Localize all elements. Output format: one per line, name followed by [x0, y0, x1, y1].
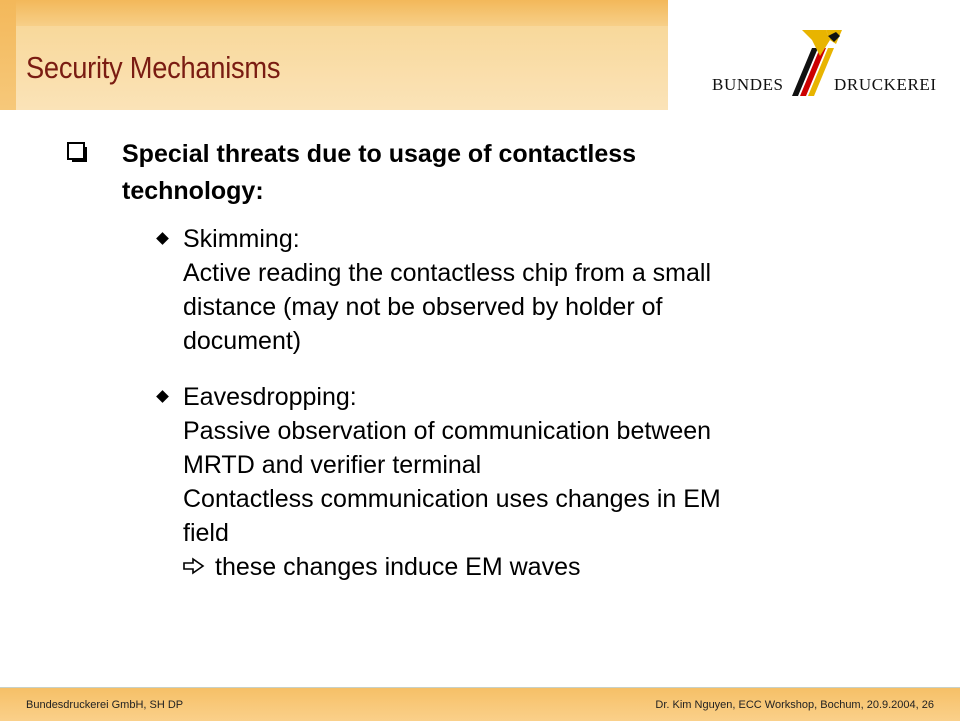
footer-band	[0, 687, 960, 721]
diamond-bullet-icon	[156, 232, 169, 245]
list-item-line: MRTD and verifier terminal	[183, 451, 482, 479]
list-item-line: Active reading the contactless chip from a small	[183, 259, 712, 287]
hollow-right-arrow-icon	[183, 557, 205, 575]
page-title: Security Mechanisms	[26, 50, 281, 85]
list-item-line: field	[183, 519, 229, 547]
list-item-text	[183, 222, 883, 358]
list-item-line: Eavesdropping:	[183, 383, 357, 411]
footer-organization: Bundesdruckerei GmbH, SH DP	[26, 699, 184, 711]
list-item-line: Contactless communication uses changes in EM	[183, 485, 721, 513]
diamond-bullet-icon	[156, 390, 169, 403]
checkbox-square-icon	[66, 142, 88, 164]
main-heading-line: technology:	[122, 177, 264, 205]
main-heading-line: Special threats due to usage of contactless	[122, 140, 637, 168]
main-heading	[122, 136, 882, 210]
logo-text-bundes: BUNDES	[712, 75, 784, 94]
list-item-line: distance (may not be observed by holder of	[183, 293, 663, 321]
logo-text-druckerei: DRUCKEREI	[834, 75, 937, 94]
list-item-text	[183, 380, 883, 584]
footer-presenter-info: Dr. Kim Nguyen, ECC Workshop, Bochum, 20.9.2004, 26	[655, 699, 934, 711]
list-item-line: Skimming:	[183, 225, 300, 253]
list-item-line: document)	[183, 327, 302, 355]
list-item-line: these changes induce EM waves	[215, 553, 581, 581]
list-item-arrow-line	[183, 550, 883, 584]
list-item-line: Passive observation of communication between	[183, 417, 712, 445]
